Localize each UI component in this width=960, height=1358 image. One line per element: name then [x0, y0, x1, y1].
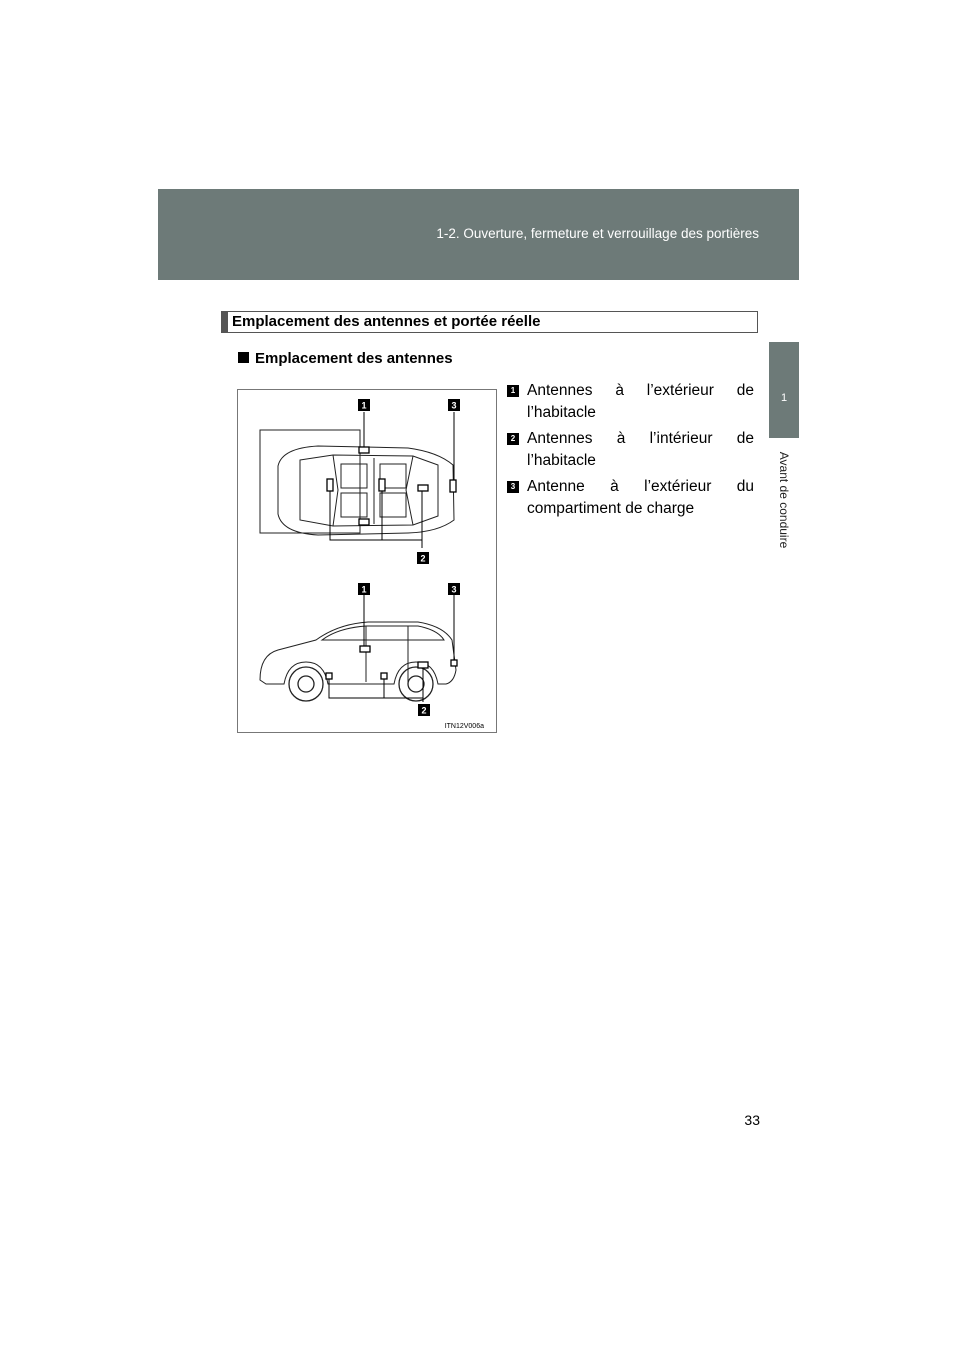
callout-1-top: 1 — [361, 400, 367, 411]
side-tab-number: 1 — [780, 392, 788, 404]
side-view-car-outline — [260, 622, 456, 684]
legend-item — [507, 428, 754, 472]
callout-1-side: 1 — [361, 584, 367, 595]
callout-2-top: 2 — [420, 553, 426, 564]
car-diagram — [238, 390, 496, 732]
front-wheel — [289, 667, 323, 701]
legend-number-badge: 2 — [507, 433, 519, 445]
callout-3-top: 3 — [451, 400, 457, 411]
legend-number-badge: 1 — [507, 385, 519, 397]
legend-text: Antennes à l’intérieur de l’habitacle — [527, 430, 754, 469]
section-title: Emplacement des antennes et portée réelle — [232, 313, 541, 330]
page-number: 33 — [744, 1112, 760, 1128]
subsection-heading — [238, 350, 453, 367]
square-bullet-icon — [238, 352, 249, 363]
callout-2-side: 2 — [421, 705, 427, 716]
legend-number-badge: 3 — [507, 481, 519, 493]
callout-3-side: 3 — [451, 584, 457, 595]
legend-item — [507, 476, 754, 520]
antenna-location-figure — [237, 389, 497, 733]
figure-code: ITN12V006a — [444, 723, 484, 730]
side-tab — [769, 342, 799, 438]
legend-item — [507, 380, 754, 424]
legend-text: Antenne à l’extérieur du compartiment de charge — [527, 478, 754, 517]
rear-wheel — [399, 667, 433, 701]
chapter-title: 1-2. Ouverture, fermeture et verrouillage des portières — [436, 226, 759, 241]
side-tab-label: Avant de conduire — [777, 451, 791, 549]
legend-text: Antennes à l’extérieur de l’habitacle — [527, 382, 754, 421]
subsection-title: Emplacement des antennes — [255, 350, 453, 367]
top-view-bracket — [260, 430, 360, 533]
